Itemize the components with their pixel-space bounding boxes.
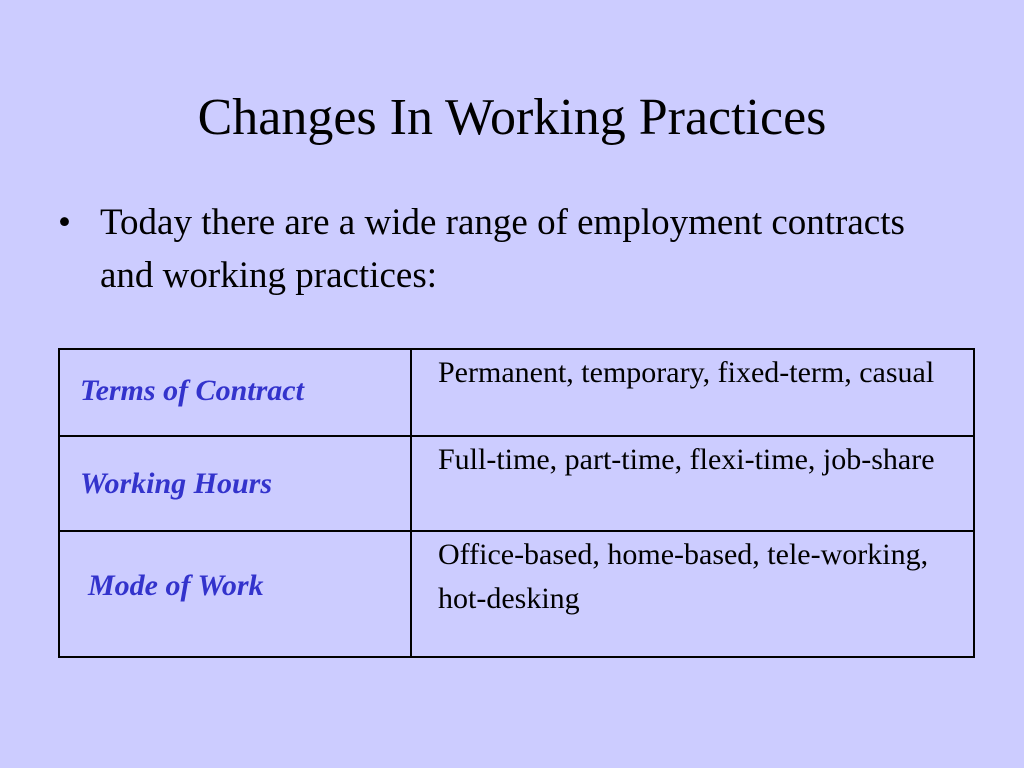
bullet-text: Today there are a wide range of employment contracts and working practices: bbox=[100, 202, 905, 296]
table-row bbox=[59, 531, 974, 657]
term-cell bbox=[59, 349, 411, 436]
term-label: Mode of Work bbox=[88, 569, 264, 603]
description-cell bbox=[411, 349, 974, 436]
description-text: Office-based, home-based, tele-working, hot-desking bbox=[438, 538, 929, 616]
working-practices-table bbox=[58, 348, 975, 658]
slide-title: Changes In Working Practices bbox=[197, 89, 827, 146]
term-label: Terms of Contract bbox=[80, 374, 304, 407]
description-cell bbox=[411, 436, 974, 531]
description-text: Full-time, part-time, flexi-time, job-share bbox=[438, 443, 935, 476]
table-row bbox=[59, 349, 974, 436]
description-cell bbox=[411, 531, 974, 657]
term-cell bbox=[59, 436, 411, 531]
term-cell bbox=[59, 531, 411, 657]
description-text: Permanent, temporary, fixed-term, casual bbox=[438, 356, 935, 389]
table-row bbox=[59, 436, 974, 531]
bullet-marker: • bbox=[58, 202, 71, 243]
bullet-point bbox=[58, 196, 958, 302]
term-label: Working Hours bbox=[80, 467, 273, 500]
